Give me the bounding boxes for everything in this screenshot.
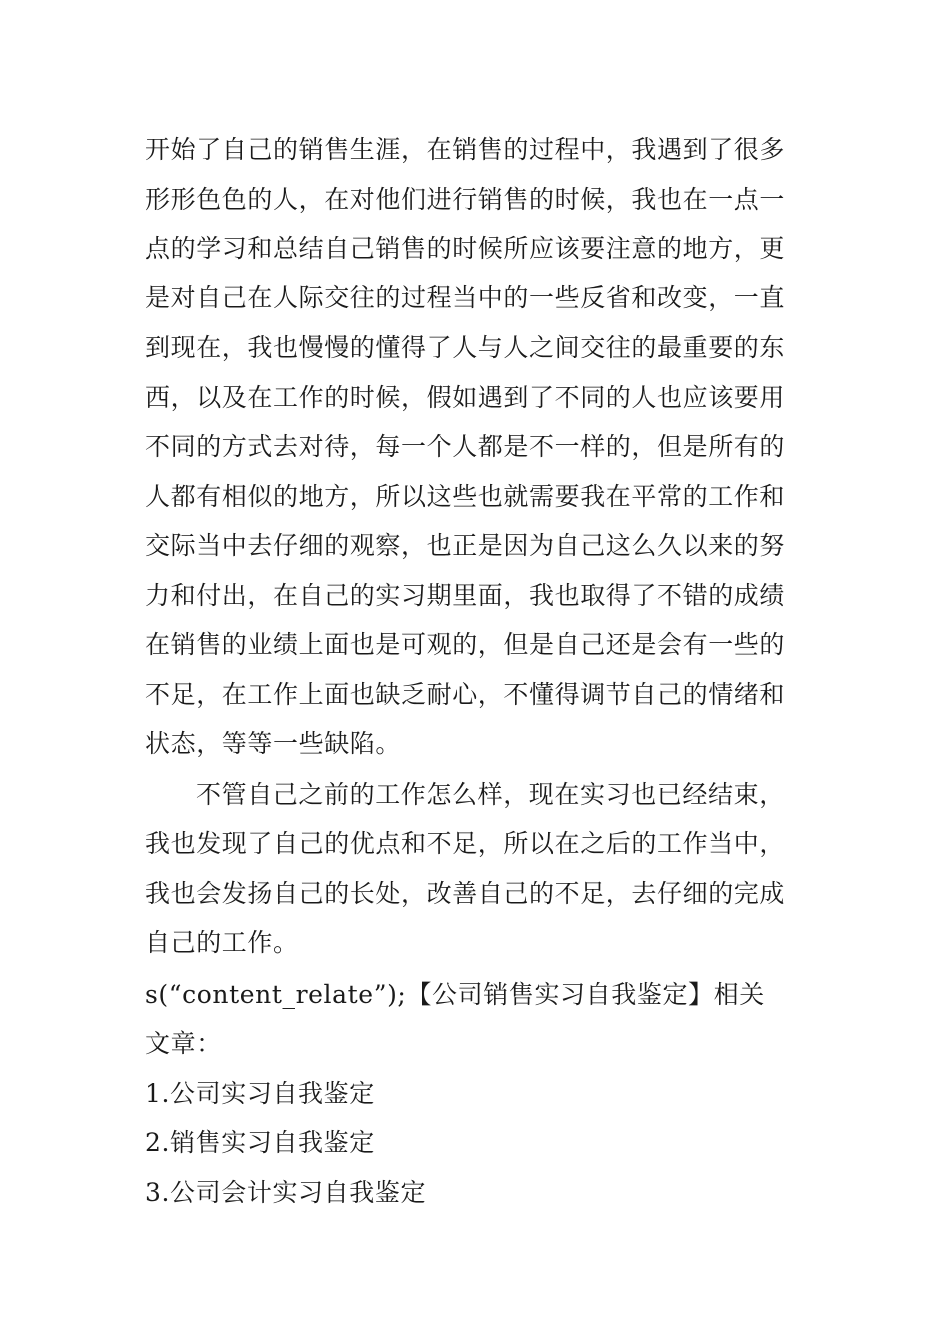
paragraph-1-line-2: 形形色色的人，在对他们进行销售的时候，我也在一点一 [145,185,786,214]
paragraph-2-line-2: 我也发现了自己的优点和不足，所以在之后的工作当中， [145,829,786,858]
related-header-line-1: s(“content_relate”);【公司销售实习自我鉴定】相关 [145,980,765,1009]
paragraph-1-line-1: 开始了自己的销售生涯，在销售的过程中，我遇到了很多 [145,135,786,164]
paragraph-1-line-8: 人都有相似的地方，所以这些也就需要我在平常的工作和 [145,482,786,511]
paragraph-2-line-3: 我也会发扬自己的长处，改善自己的不足，去仔细的完成 [145,879,786,908]
paragraph-2-line-4: 自己的工作。 [145,928,299,957]
paragraph-1-line-7: 不同的方式去对待，每一个人都是不一样的，但是所有的 [145,432,786,461]
paragraph-1-line-5: 到现在，我也慢慢的懂得了人与人之间交往的最重要的东 [145,333,786,362]
related-link-2[interactable]: 2.销售实习自我鉴定 [145,1128,375,1157]
paragraph-1-line-3: 点的学习和总结自己销售的时候所应该要注意的地方，更 [145,234,786,263]
paragraph-1-line-11: 在销售的业绩上面也是可观的，但是自己还是会有一些的 [145,630,786,659]
related-header-line-2: 文章： [145,1029,222,1058]
paragraph-2-line-1: 不管自己之前的工作怎么样，现在实习也已经结束， [196,780,785,809]
paragraph-1-line-10: 力和付出，在自己的实习期里面，我也取得了不错的成绩 [145,581,786,610]
paragraph-1-line-12: 不足，在工作上面也缺乏耐心，不懂得调节自己的情绪和 [145,680,786,709]
paragraph-1-line-6: 西，以及在工作的时候，假如遇到了不同的人也应该要用 [145,383,786,412]
related-link-1[interactable]: 1.公司实习自我鉴定 [145,1079,375,1108]
paragraph-1-line-4: 是对自己在人际交往的过程当中的一些反省和改变，一直 [145,283,786,312]
related-link-3[interactable]: 3.公司会计实习自我鉴定 [145,1178,427,1207]
paragraph-1-line-9: 交际当中去仔细的观察，也正是因为自己这么久以来的努 [145,531,786,560]
paragraph-1-line-13: 状态，等等一些缺陷。 [145,729,402,758]
